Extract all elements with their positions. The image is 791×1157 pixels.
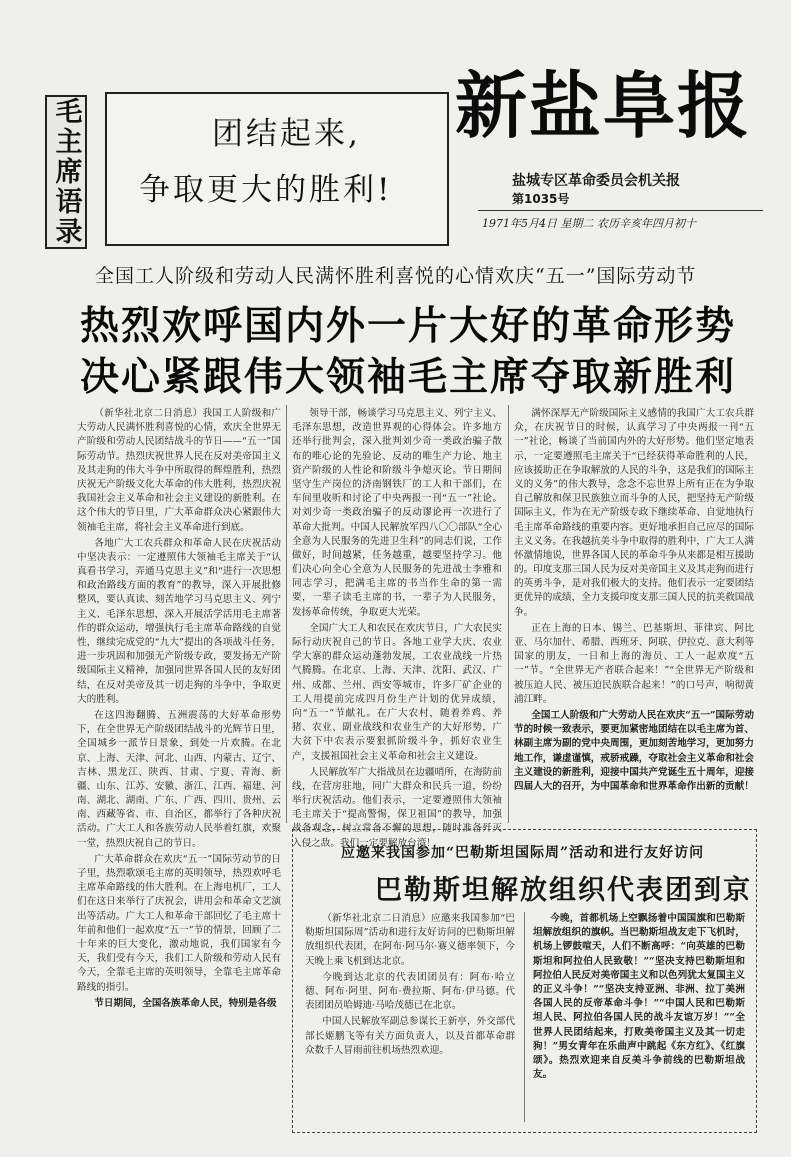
issue-number: 第1035号 xyxy=(512,192,570,206)
newspaper-title: 新盐阜报 xyxy=(455,64,752,148)
paragraph: 满怀深厚无产阶级国际主义感情的我国广大工农兵群众，在庆祝节日的时候，认真学习了中央两报一刊“五一”社论，畅谈了当前国内外的大好形势。他们坚定地表示，一定要遵照毛主席关于“已经获得革命胜利的人民，应该援助正在争取解放的人民的斗争，这是我们的国际主义的义务”的伟大教导，念念不忘世界上所有正在为争取自己解放和保卫民族独立而斗争的人民，把坚持无产阶级国际主义，作为在无产阶级专政下继续革命、自觉地执行毛主席革命路线的重要内容。更好地承担自己应尽的国际主义义务。在我越抗美斗争中取得的胜利中，广大工人满怀激情地说，世界各国人民的革命斗争从来都是相互援助的。印度支那三国人民为反对美帝国主义及其走狗而进行的英勇斗争，是对我们极大的支持。他们表示一定要团结更优异的成绩，全力支援印度支那三国人民的抗美救国战争。 xyxy=(514,408,754,618)
paragraph: 在这四海翻腾、五洲震荡的大好革命形势下，在全世界无产阶级团结战斗的光辉节日里，全国城乡一派节日景象，到处一片欢腾。在北京、上海、天津、河北、山西、内蒙古、辽宁、吉林、黑龙江、陕西、甘肃、宁夏、青海、新疆、山东、江苏、安徽、浙江、江西、福建、河南、湖北、湖南、广东、广西、四川、贵州、云南、西藏等省、市、自治区，都举行了各种庆祝活动。广大工人和各族劳动人民举着红旗，欢聚一堂，热烈庆祝自己的节日。 xyxy=(77,709,281,849)
article-column-1 xyxy=(77,407,281,1132)
sub-article-column-2 xyxy=(533,912,745,1124)
column-divider xyxy=(286,405,287,823)
quotation-box xyxy=(105,92,449,246)
paragraph: 领导干部，畅谈学习马克思主义、列宁主义、毛泽东思想，改造世界观的心得体会。许多地方还举行批判会，深入批判刘少奇一类政治骗子散布的唯心论的先验论、反动的唯生产力论、地主资产阶级的人性论和阶级斗争熄灭论。节日期间坚守生产岗位的济南钢铁厂的工人和干部们，在车间里收听和讨论了中央两报一刊“五一”社论。对刘少奇一类政治骗子的反动谬论再一次进行了革命大批判。中国人民解放军四八〇〇部队“全心全意为人民服务的先进卫生科”的同志们说，工作做好，时间越紧，任务越重，越要坚持学习。他们决心向全心全意为人民服务的先进战士李雅和同志学习，把满毛主席的书当作生命的第一需要，一辈子读毛主席的书，一辈子为人民服务，发扬革命传统，争取更大光荣。 xyxy=(292,408,502,618)
column-divider xyxy=(524,912,525,1122)
date-rule xyxy=(478,210,763,211)
paragraph: 人民解放军广大指战员在边疆哨所，在海防前线，在营房驻地，同广大群众和民兵一道，纷纷举行庆祝活动。他们表示，一定要遵照伟大领袖毛主席关于“提高警惕，保卫祖国”的教导，加强战备观念，树立常备不懈的思想，随时准备歼灭入侵之敌。我们一定要解放台湾！ xyxy=(292,766,502,849)
paragraph: （新华社北京二日消息）我国工人阶级和广大劳动人民满怀胜利喜悦的心情，欢庆全世界无产阶级和劳动人民团结战斗的节日——“五一”国际劳动节。热烈庆祝世界人民在反对美帝国主义及其走狗的伟大斗争中所取得的辉煌胜利，热烈庆祝无产阶级文化大革命的伟大胜利，热烈庆祝我国社会主义革命和社会主义建设的新胜利。在这个伟大的节日里，广大革命群众决心紧跟伟大领袖毛主席，将社会主义革命进行到底。 xyxy=(77,408,281,533)
paragraph: 广大革命群众在欢庆“五一”国际劳动节的日子里，热烈歌颂毛主席的英明领导，热烈欢呼毛主席革命路线的伟大胜利。在上海电机厂，工人们在这日来举行了庆祝会，讲用会和革命文艺演出等活动。广大工人和革命干部回忆了毛主席十年前和他们一起欢度“五一”节的情景，回顾了二十年来的巨大变化，激动地说，我们国家有今天，我们受有今天，我们工人阶级和劳动人民有今天，全靠毛主席的英明领导，全靠毛主席革命路线的指引。 xyxy=(77,853,281,993)
slogan-line-2: 争取更大的胜利! xyxy=(139,172,393,208)
quotation-label-text: 毛主席语录 xyxy=(50,97,82,247)
quotation-label xyxy=(45,95,87,249)
headline-line-1: 热烈欢呼国内外一片大好的革命形势 xyxy=(80,304,737,349)
slogan-line-1: 团结起来, xyxy=(212,116,361,152)
paragraph: （新华社北京二日消息）应邀来我国参加“巴勒斯坦国际周”活动和进行友好访问的巴勒斯坦解放组织代表团，在阿布·阿马尔·赛义德率领下，今天晚上乘飞机到达北京。 xyxy=(305,913,515,967)
sub-article-headline: 巴勒斯坦解放组织代表团到京 xyxy=(375,875,752,906)
date-line: 1971年5月4日 星期二 农历辛亥年四月初十 xyxy=(482,217,696,230)
sub-article-kicker: 应邀来我国参加“巴勒斯坦国际周”活动和进行友好访问 xyxy=(341,845,705,861)
paragraph: 全国工人阶级和广大劳动人民在欢庆“五一”国际劳动节的时候一致表示，要更加紧密地团结在以毛主席为首、林副主席为副的党中央周围，更加刻苦地学习，更加努力地工作，谦虚谨慎，戒骄戒躁，夺取社会主义革命和社会主义建设的新胜利，迎接中国共产党诞生五十周年，迎接四届人大的召开，为中国革命和世界革命作出新的贡献！ xyxy=(514,709,754,792)
paragraph: 今晚，首都机场上空飘扬着中国国旗和巴勒斯坦解放组织的旗帜。当巴勒斯坦战友走下飞机时，机场上锣鼓喧天，人们不断高呼：“向英雄的巴勒斯坦和阿拉伯人民致敬！”“坚决支持巴勒斯坦和阿拉伯人民反对美帝国主义和以色列犹太复国主义的正义斗争！”“坚决支持亚洲、非洲、拉丁美洲各国人民的反帝革命斗争！”“中国人民和巴勒斯坦人民、阿拉伯各国人民的战斗友谊万岁！”“全世界人民团结起来，打败美帝国主义及其一切走狗！”男女青年在乐曲声中跳起《东方红》、《红旗颂》。热烈欢迎来自反美斗争前线的巴勒斯坦战友。 xyxy=(533,913,745,1081)
paragraph: 各地广大工农兵群众和革命人民在庆祝活动中坚决表示：一定遵照伟大领袖毛主席关于“认真看书学习，弄通马克思主义”和“进行一次思想和政治路线方面的教育”的教导，深入开展批修整风，要认真读、刻苦地学习马克思主义、列宁主义、毛泽东思想，深入开展活学活用毛主席著作的群众运动，增强执行毛主席革命路线的自觉性，继续完成党的“九大”提出的各项战斗任务，进一步巩固和加强无产阶级专政，要发扬无产阶级国际主义精神，加强同世界各国人民的友好团结，在反对美帝及其一切走狗的斗争中，争取更大的胜利。 xyxy=(77,537,281,705)
article-column-3 xyxy=(514,407,754,822)
publisher-line: 盐城专区革命委员会机关报 xyxy=(512,173,680,189)
sub-article-box xyxy=(292,829,757,1133)
paragraph: 节日期间，全国各族革命人民，特别是各级 xyxy=(94,997,277,1009)
paragraph: 中国人民解放军副总参谋长王新亭，外交部代部长姬鹏飞等有关方面负责人，以及首都革命群众数千人冒雨前往机场热烈欢迎。 xyxy=(305,1016,515,1056)
paragraph: 正在上海的日本、锡兰、巴基斯坦、菲律宾、阿比亚、马尔加什、希腊、西班牙、阿联、伊拉克、意大利等国家的朋友，一日和上海的海员、工人一起欢度“五一”节。“全世界无产者联合起来！”“全世界无产阶级和被压迫人民、被压迫民族联合起来！”的口号声，响彻黄浦江畔。 xyxy=(514,622,754,705)
article-column-2 xyxy=(292,407,502,849)
paragraph: 今晚到达北京的代表团团员有：阿布·哈立德、阿布·阿里、阿布·费拉斯、阿布·伊马德。代表团团员哈姆迪·马哈茂德已在北京。 xyxy=(305,971,515,1012)
sub-article-column-1 xyxy=(305,912,515,1124)
column-divider xyxy=(508,405,509,823)
headline-kicker: 全国工人阶级和劳动人民满怀胜利喜悦的心情欢庆“五一”国际劳动节 xyxy=(95,265,697,287)
headline-line-2: 决心紧跟伟大领袖毛主席夺取新胜利 xyxy=(80,355,737,400)
paragraph: 全国广大工人和农民在欢庆节日，广大农民实际行动庆祝自己的节日。各地工业学大庆、农业学大寨的群众运动蓬勃发展，工农业战线一片热气腾腾。在北京、上海、天津、沈阳、武汉、广州、成都、兰州、西安等城市，许多厂矿企业的工人用提前完成四月份生产计划的优异成绩，向“五一”节献礼。在广大农村，随着养鸡、养猪、农业、副业战线和农业生产的大好形势，广大贫下中农表示要狠抓阶级斗争，抓好农业生产，支援祖国社会主义革命和社会主义建设。 xyxy=(292,622,502,762)
